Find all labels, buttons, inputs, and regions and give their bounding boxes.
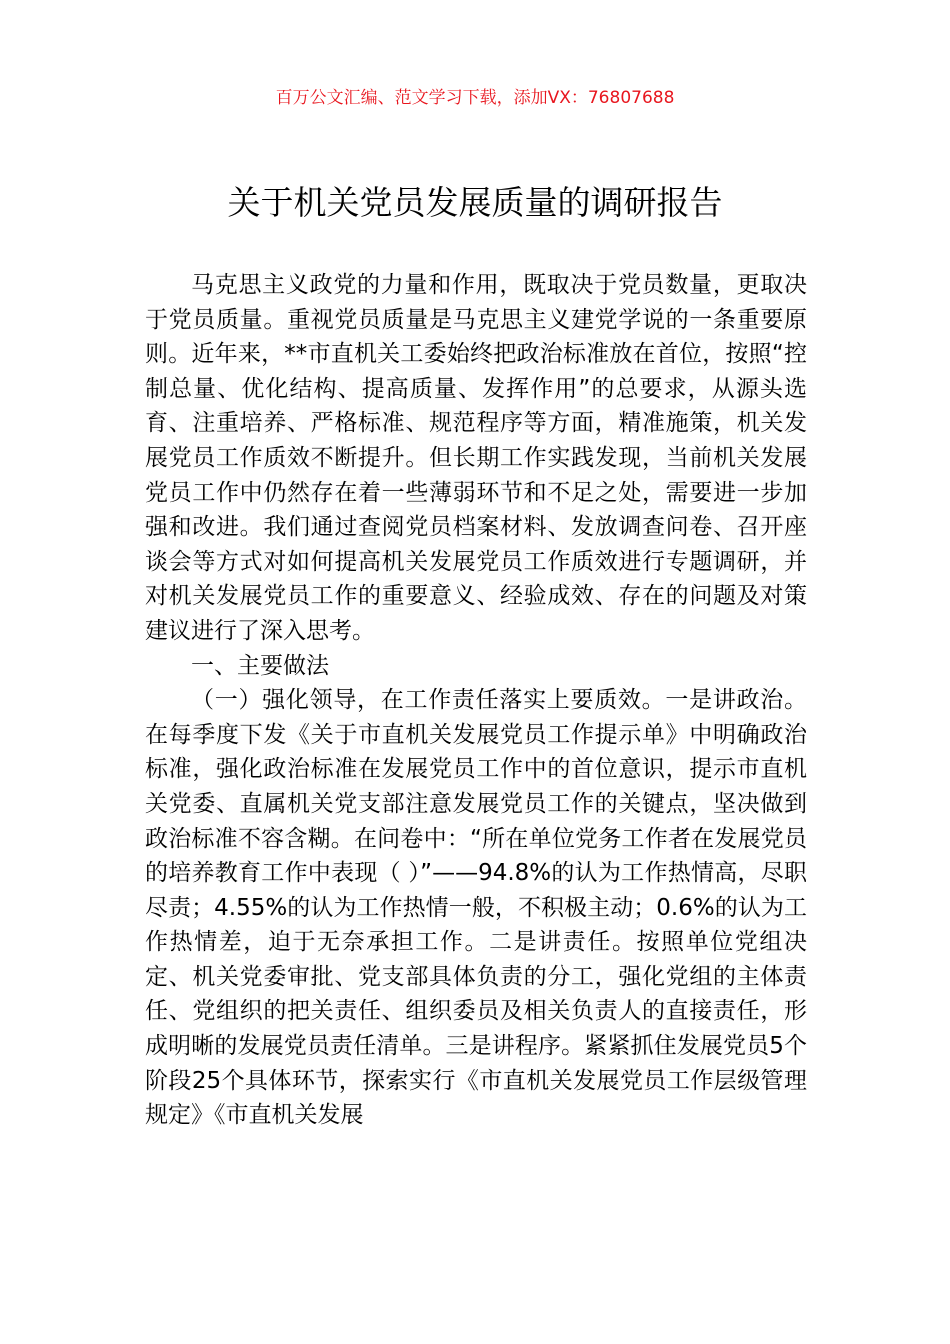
document-title: 关于机关党员发展质量的调研报告 [227,183,723,222]
document-body [145,268,807,1133]
section-heading: 一、主要做法 [191,652,329,679]
body-paragraph: （一）强化领导，在工作责任落实上要质效。一是讲政治。在每季度下发《关于市直机关发展党员工作提示单》中明确政治标准，强化政治标准在发展党员工作中的首位意识，提示市直机关党委、直属机关党支部注意发展党员工作的关键点，坚决做到政治标准不容含糊。在问卷中：“所在单位党务工作者在发展党员的培养教育工作中表现（ ）”——94.8%的认为工作热情高，尽职尽责；4.55%的认为工作热情一般，不积极主动；0.6%的认为工作热情差，迫于无奈承担工作。二是讲责任。按照单位党组决定、机关党委审批、党支部具体负责的分工，强化党组的主体责任、党组织的把关责任、组织委员及相关负责人的直接责任，形成明晰的发展党员责任清单。三是讲程序。紧紧抓住发展党员5个阶段25个具体环节，探索实行《市直机关发展党员工作层级管理规定》《市直机关发展 [145,687,807,1129]
intro-paragraph: 马克思主义政党的力量和作用，既取决于党员数量，更取决于党员质量。重视党员质量是马克思主义建党学说的一条重要原则。近年来，**市直机关工委始终把政治标准放在首位，按照“控制总量、优化结构、提高质量、发挥作用”的总要求，从源头选育、注重培养、严格标准、规范程序等方面，精准施策，机关发展党员工作质效不断提升。但长期工作实践发现，当前机关发展党员工作中仍然存在着一些薄弱环节和不足之处，需要进一步加强和改进。我们通过查阅党员档案材料、发放调查问卷、召开座谈会等方式对如何提高机关发展党员工作质效进行专题调研，并对机关发展党员工作的重要意义、经验成效、存在的问题及对策建议进行了深入思考。 [145,272,807,644]
promo-banner: 百万公文汇编、范文学习下载，添加VX：76807688 [275,88,675,108]
